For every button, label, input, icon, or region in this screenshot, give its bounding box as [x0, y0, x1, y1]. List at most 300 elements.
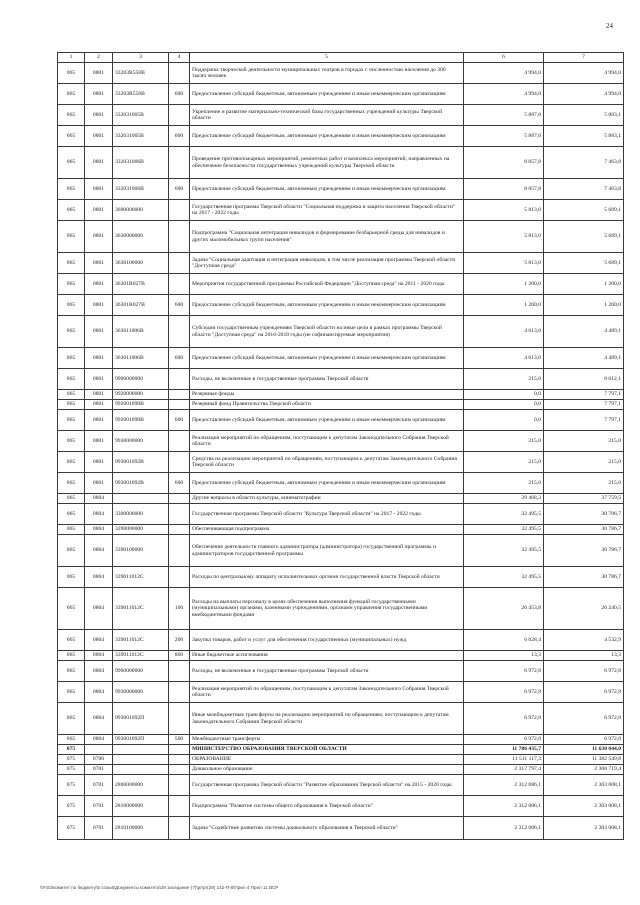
expense-type-cell: 600	[169, 348, 190, 369]
expense-type-cell	[169, 745, 190, 755]
target-article-cell: 9930000000	[113, 431, 169, 452]
section-code-cell: 0801	[85, 400, 113, 410]
section-code-cell: 0801	[85, 84, 113, 105]
admin-code-cell: 065	[58, 452, 85, 473]
amount-2018-cell: 5 883,1	[544, 126, 624, 147]
section-code-cell: 0801	[85, 221, 113, 253]
description-cell: Поддержка творческой деятельности муниципальных театров в городах с численностью населения до 300 тысяч человек	[190, 63, 464, 84]
table-row	[58, 535, 624, 567]
section-code-cell: 0801	[85, 295, 113, 316]
table-header-row	[58, 53, 624, 63]
table-row	[58, 147, 624, 179]
amount-2018-cell: 2 303 008,1	[544, 817, 624, 840]
description-cell: Другие вопросы в области культуры, кинематографии	[190, 494, 464, 504]
admin-code-cell: 065	[58, 703, 85, 735]
section-code-cell: 0804	[85, 682, 113, 703]
page-number: 24	[606, 22, 613, 30]
header-cell: 3	[113, 53, 169, 63]
description-cell: Подпрограмма "Социальная интеграция инвалидов и формирование безбарьерной среды для инвалидов и других маломобильных групп населения"	[190, 221, 464, 253]
target-article-cell: 3300000000	[113, 504, 169, 525]
target-article-cell: 33203R558B	[113, 63, 169, 84]
section-code-cell: 0801	[85, 274, 113, 295]
table-row	[58, 126, 624, 147]
expense-type-cell	[169, 316, 190, 348]
admin-code-cell: 075	[58, 755, 85, 765]
amount-2017-cell: 1 200,0	[464, 295, 544, 316]
section-code-cell: 0801	[85, 147, 113, 179]
target-article-cell: 332031005В	[113, 105, 169, 126]
section-code-cell: 0701	[85, 775, 113, 796]
admin-code-cell: 065	[58, 84, 85, 105]
expense-type-cell	[169, 775, 190, 796]
admin-code-cell: 065	[58, 63, 85, 84]
description-cell: Реализация мероприятий по обращениям, поступающим к депутатам Законодательного Собрания Тверской области	[190, 431, 464, 452]
description-cell: Задача "Социальная адаптация и интеграция инвалидов, в том числе реализация программы Тверской области "Доступная среда"	[190, 253, 464, 274]
amount-2018-cell: 37 759,5	[544, 494, 624, 504]
section-code-cell: 0804	[85, 735, 113, 745]
section-code-cell: 0801	[85, 390, 113, 400]
amount-2017-cell: 5 813,0	[464, 221, 544, 253]
section-code-cell: 0801	[85, 473, 113, 494]
section-code-cell: 0801	[85, 410, 113, 431]
amount-2018-cell: 4 994,0	[544, 63, 624, 84]
admin-code-cell: 075	[58, 817, 85, 840]
expense-type-cell	[169, 661, 190, 682]
description-cell: Иные бюджетные ассигнования	[190, 651, 464, 661]
expense-type-cell: 600	[169, 295, 190, 316]
admin-code-cell: 075	[58, 765, 85, 775]
target-article-cell: 993001092В	[113, 473, 169, 494]
amount-2017-cell: 32 495,5	[464, 525, 544, 535]
target-article-cell	[113, 755, 169, 765]
section-code-cell: 0801	[85, 369, 113, 390]
target-article-cell: 3630000000	[113, 221, 169, 253]
amount-2017-cell: 4 613,0	[464, 348, 544, 369]
table-row	[58, 84, 624, 105]
target-article-cell: 2810000000	[113, 796, 169, 817]
section-code-cell: 0801	[85, 63, 113, 84]
description-cell: Обеспечение деятельности главного администратора (администратора) государственной программы и администраторов государственной программы	[190, 535, 464, 567]
table-row	[58, 703, 624, 735]
amount-2017-cell: 11 786 435,7	[464, 745, 544, 755]
target-article-cell: 3390100000	[113, 535, 169, 567]
admin-code-cell: 065	[58, 400, 85, 410]
admin-code-cell: 065	[58, 221, 85, 253]
description-cell: Резервный фонд Правительства Тверской области	[190, 400, 464, 410]
section-code-cell: 0804	[85, 651, 113, 661]
table-row	[58, 274, 624, 295]
target-article-cell: 3390000000	[113, 525, 169, 535]
target-article-cell: 3630100000	[113, 253, 169, 274]
amount-2018-cell: 2 308 719,4	[544, 765, 624, 775]
description-cell: Иные межбюджетные трансферты на реализацию мероприятий по обращениям, поступающим к депутатам Законодательного Собрания Тверской области	[190, 703, 464, 735]
expense-type-cell	[169, 682, 190, 703]
description-cell: Расходы на выплаты персоналу в целях обеспечения выполнения функций государственными (муниципальными) органами, казенными учреждениями, органами управления государственными внебюджетными фондами	[190, 588, 464, 630]
table-row	[58, 348, 624, 369]
expense-type-cell	[169, 535, 190, 567]
amount-2017-cell: 215,0	[464, 431, 544, 452]
amount-2017-cell: 215,0	[464, 452, 544, 473]
amount-2017-cell: 6 972,8	[464, 682, 544, 703]
expense-type-cell	[169, 400, 190, 410]
target-article-cell: 9900000000	[113, 661, 169, 682]
amount-2018-cell: 6 972,8	[544, 682, 624, 703]
admin-code-cell: 065	[58, 494, 85, 504]
target-article-cell: 9900000000	[113, 369, 169, 390]
expense-type-cell	[169, 755, 190, 765]
amount-2018-cell: 13,3	[544, 651, 624, 661]
amount-2018-cell: 4 489,1	[544, 348, 624, 369]
admin-code-cell: 065	[58, 126, 85, 147]
table-row	[58, 473, 624, 494]
target-article-cell: 2810100000	[113, 817, 169, 840]
target-article-cell: 993001092П	[113, 735, 169, 745]
amount-2017-cell: 5 813,0	[464, 200, 544, 221]
expense-type-cell	[169, 703, 190, 735]
file-path-footer: \\FI03\комитет по бюджету\5 созыв\Документы комитета\28 заседание (7)\pr\pr(28) 142-П-6\Прил 4 Прил 11 ВСР	[40, 885, 279, 890]
amount-2018-cell: 5 689,1	[544, 221, 624, 253]
amount-2018-cell: 30 786,7	[544, 535, 624, 567]
table-row	[58, 179, 624, 200]
amount-2018-cell: 215,0	[544, 473, 624, 494]
target-article-cell	[113, 745, 169, 755]
section-code-cell: 0701	[85, 796, 113, 817]
amount-2017-cell: 2 312 086,1	[464, 817, 544, 840]
section-code-cell: 0701	[85, 817, 113, 840]
table-row	[58, 253, 624, 274]
admin-code-cell: 065	[58, 431, 85, 452]
description-cell: Реализация мероприятий по обращениям, поступающим к депутатам Законодательного Собрания Тверской области	[190, 682, 464, 703]
amount-2017-cell: 6 972,8	[464, 735, 544, 745]
amount-2017-cell: 215,0	[464, 369, 544, 390]
description-cell: Расходы, не включенные в государственные программы Тверской области	[190, 661, 464, 682]
target-article-cell: 332031006В	[113, 147, 169, 179]
expense-type-cell: 500	[169, 735, 190, 745]
target-article-cell: 2800000000	[113, 775, 169, 796]
admin-code-cell: 065	[58, 179, 85, 200]
description-cell: Расходы по центральному аппарату исполнительных органов государственной власти Тверской области	[190, 567, 464, 588]
table-row	[58, 63, 624, 84]
amount-2018-cell: 4 994,0	[544, 84, 624, 105]
section-code-cell: 0701	[85, 765, 113, 775]
expense-type-cell: 600	[169, 473, 190, 494]
amount-2018-cell: 5 689,1	[544, 200, 624, 221]
section-code-cell: 0804	[85, 535, 113, 567]
expense-type-cell	[169, 274, 190, 295]
table-row	[58, 200, 624, 221]
amount-2018-cell: 30 786,7	[544, 504, 624, 525]
description-cell: Подпрограмма "Развитие системы общего образования в Тверской области"	[190, 796, 464, 817]
amount-2017-cell: 4 613,0	[464, 316, 544, 348]
expense-type-cell	[169, 796, 190, 817]
table-row	[58, 105, 624, 126]
amount-2018-cell: 30 786,7	[544, 567, 624, 588]
expense-type-cell: 600	[169, 410, 190, 431]
amount-2017-cell: 5 813,0	[464, 253, 544, 274]
amount-2018-cell: 11 382 549,8	[544, 755, 624, 765]
section-code-cell: 0804	[85, 525, 113, 535]
header-cell: 4	[169, 53, 190, 63]
section-code-cell: 0801	[85, 431, 113, 452]
admin-code-cell: 065	[58, 105, 85, 126]
amount-2017-cell: 8 057,8	[464, 179, 544, 200]
section-code-cell: 0801	[85, 316, 113, 348]
table-row	[58, 817, 624, 840]
amount-2018-cell: 215,0	[544, 431, 624, 452]
amount-2018-cell: 4 489,1	[544, 316, 624, 348]
admin-code-cell: 075	[58, 775, 85, 796]
description-cell: Закупка товаров, работ и услуг для обеспечения государственных (муниципальных) нужд	[190, 630, 464, 651]
description-cell: Предоставление субсидий бюджетным, автономным учреждениям и иным некоммерческим организациям	[190, 473, 464, 494]
expense-type-cell	[169, 369, 190, 390]
amount-2017-cell: 0,0	[464, 390, 544, 400]
admin-code-cell: 065	[58, 390, 85, 400]
target-article-cell	[113, 494, 169, 504]
amount-2017-cell: 0,0	[464, 400, 544, 410]
expense-type-cell	[169, 567, 190, 588]
section-code-cell: 0804	[85, 630, 113, 651]
description-cell: Проведение противопожарных мероприятий, ремонтных работ и комплекса мероприятий, направленных на обеспечение безопасности государственных учреждений культуры Тверской области	[190, 147, 464, 179]
amount-2018-cell: 6 972,8	[544, 661, 624, 682]
admin-code-cell: 065	[58, 535, 85, 567]
expense-type-cell	[169, 765, 190, 775]
table-row	[58, 630, 624, 651]
expense-type-cell	[169, 817, 190, 840]
amount-2017-cell: 5 887,0	[464, 105, 544, 126]
section-code-cell: 0700	[85, 755, 113, 765]
admin-code-cell: 065	[58, 274, 85, 295]
expense-type-cell	[169, 200, 190, 221]
admin-code-cell: 065	[58, 253, 85, 274]
section-code-cell: 0801	[85, 179, 113, 200]
target-article-cell: 3600000000	[113, 200, 169, 221]
amount-2017-cell: 5 887,0	[464, 126, 544, 147]
admin-code-cell: 075	[58, 745, 85, 755]
description-cell: Дошкольное образование	[190, 765, 464, 775]
table-row	[58, 369, 624, 390]
amount-2018-cell: 2 303 008,1	[544, 796, 624, 817]
amount-2018-cell: 215,0	[544, 452, 624, 473]
target-article-cell: 9930000000	[113, 682, 169, 703]
table-row	[58, 682, 624, 703]
table-row	[58, 745, 624, 755]
target-article-cell: 36301R027B	[113, 274, 169, 295]
target-article-cell: 992001090В	[113, 400, 169, 410]
table-row	[58, 494, 624, 504]
target-article-cell: 339011012С	[113, 630, 169, 651]
amount-2017-cell: 32 495,5	[464, 535, 544, 567]
amount-2018-cell: 7 797,1	[544, 410, 624, 431]
table-row	[58, 765, 624, 775]
description-cell: Государственная программа Тверской области "Развитие образования Тверской области" на 2015 - 2020 годы	[190, 775, 464, 796]
expense-type-cell	[169, 147, 190, 179]
header-cell: 2	[85, 53, 113, 63]
description-cell: ОБРАЗОВАНИЕ	[190, 755, 464, 765]
table-row	[58, 735, 624, 745]
amount-2018-cell: 1 200,0	[544, 295, 624, 316]
header-cell: 7	[544, 53, 624, 63]
table-row	[58, 651, 624, 661]
amount-2018-cell: 30 786,7	[544, 525, 624, 535]
admin-code-cell: 065	[58, 295, 85, 316]
expense-type-cell	[169, 63, 190, 84]
description-cell: Государственная программа Тверской области "Культура Тверской области" на 2017 - 2022 годы	[190, 504, 464, 525]
section-code-cell	[85, 745, 113, 755]
description-cell: Субсидии государственным учреждениям Тверской области на иные цели в рамках программы Тверской области "Доступная среда" на 2016-2018 годы (не софинансируемые мероприятия)	[190, 316, 464, 348]
target-article-cell	[113, 765, 169, 775]
amount-2017-cell: 6 972,8	[464, 703, 544, 735]
expense-type-cell: 100	[169, 588, 190, 630]
target-article-cell: 363011006В	[113, 316, 169, 348]
target-article-cell: 33203R558B	[113, 84, 169, 105]
section-code-cell: 0804	[85, 661, 113, 682]
expense-type-cell	[169, 253, 190, 274]
section-code-cell: 0804	[85, 703, 113, 735]
header-cell: 1	[58, 53, 85, 63]
description-cell: Предоставление субсидий бюджетным, автономным учреждениям и иным некоммерческим организациям	[190, 410, 464, 431]
amount-2018-cell: 6 972,8	[544, 735, 624, 745]
section-code-cell: 0801	[85, 452, 113, 473]
description-cell: Государственная программа Тверской области "Социальная поддержка и защита населения Тверской области" на 2017 - 2022 годы	[190, 200, 464, 221]
description-cell: Расходы, не включенные в государственные программы Тверской области	[190, 369, 464, 390]
amount-2017-cell: 13,3	[464, 651, 544, 661]
expense-type-cell: 600	[169, 84, 190, 105]
expense-type-cell	[169, 525, 190, 535]
admin-code-cell: 065	[58, 504, 85, 525]
description-cell: Предоставление субсидий бюджетным, автономным учреждениям и иным некоммерческим организациям	[190, 126, 464, 147]
table-row	[58, 775, 624, 796]
section-code-cell: 0804	[85, 567, 113, 588]
expense-type-cell	[169, 431, 190, 452]
amount-2018-cell: 7 797,1	[544, 400, 624, 410]
section-code-cell: 0801	[85, 348, 113, 369]
target-article-cell: 993001092В	[113, 452, 169, 473]
expense-type-cell	[169, 221, 190, 253]
table-row	[58, 295, 624, 316]
target-article-cell: 332031006В	[113, 179, 169, 200]
table-row	[58, 390, 624, 400]
header-cell: 6	[464, 53, 544, 63]
table-row	[58, 661, 624, 682]
description-cell: МИНИСТЕРСТВО ОБРАЗОВАНИЯ ТВЕРСКОЙ ОБЛАСТИ	[190, 745, 464, 755]
target-article-cell: 9920000000	[113, 390, 169, 400]
admin-code-cell: 065	[58, 369, 85, 390]
expense-type-cell: 800	[169, 651, 190, 661]
description-cell: Предоставление субсидий бюджетным, автономным учреждениям и иным некоммерческим организациям	[190, 84, 464, 105]
amount-2017-cell: 11 511 117,3	[464, 755, 544, 765]
target-article-cell: 36301R027B	[113, 295, 169, 316]
amount-2018-cell: 5 689,1	[544, 253, 624, 274]
table-row	[58, 316, 624, 348]
section-code-cell: 0801	[85, 253, 113, 274]
description-cell: Средства на реализацию мероприятий по обращениям, поступающим к депутатам Законодательного Собрания Тверской области	[190, 452, 464, 473]
amount-2018-cell: 1 200,0	[544, 274, 624, 295]
description-cell: Предоставление субсидий бюджетным, автономным учреждениям и иным некоммерческим организациям	[190, 179, 464, 200]
admin-code-cell: 065	[58, 200, 85, 221]
description-cell: Предоставление субсидий бюджетным, автономным учреждениям и иным некоммерческим организациям	[190, 295, 464, 316]
amount-2017-cell: 32 495,5	[464, 504, 544, 525]
admin-code-cell: 065	[58, 410, 85, 431]
description-cell: Межбюджетные трансферты	[190, 735, 464, 745]
description-cell: Мероприятия государственной программы Российской Федерации "Доступная среда" на 2011 - 2020 годы	[190, 274, 464, 295]
expense-type-cell	[169, 452, 190, 473]
amount-2017-cell: 2 312 086,1	[464, 775, 544, 796]
target-article-cell: 993001092П	[113, 703, 169, 735]
admin-code-cell: 065	[58, 525, 85, 535]
admin-code-cell: 075	[58, 796, 85, 817]
admin-code-cell: 065	[58, 316, 85, 348]
description-cell: Обеспечивающая подпрограмма	[190, 525, 464, 535]
amount-2017-cell: 215,0	[464, 473, 544, 494]
admin-code-cell: 065	[58, 682, 85, 703]
section-code-cell: 0804	[85, 588, 113, 630]
amount-2018-cell: 2 303 008,1	[544, 775, 624, 796]
amount-2017-cell: 26 453,8	[464, 588, 544, 630]
admin-code-cell: 065	[58, 651, 85, 661]
section-code-cell: 0801	[85, 200, 113, 221]
target-article-cell: 363011006В	[113, 348, 169, 369]
table-row	[58, 567, 624, 588]
amount-2017-cell: 2 317 797,4	[464, 765, 544, 775]
expense-type-cell: 600	[169, 126, 190, 147]
table-row	[58, 221, 624, 253]
section-code-cell: 0801	[85, 105, 113, 126]
amount-2017-cell: 1 200,0	[464, 274, 544, 295]
admin-code-cell: 065	[58, 473, 85, 494]
description-cell: Предоставление субсидий бюджетным, автономным учреждениям и иным некоммерческим организациям	[190, 348, 464, 369]
admin-code-cell: 065	[58, 348, 85, 369]
amount-2018-cell: 6 972,8	[544, 703, 624, 735]
description-cell: Резервные фонды	[190, 390, 464, 400]
amount-2018-cell: 26 240,5	[544, 588, 624, 630]
amount-2017-cell: 6 972,8	[464, 661, 544, 682]
section-code-cell: 0804	[85, 494, 113, 504]
target-article-cell: 339011012С	[113, 651, 169, 661]
amount-2018-cell: 4 532,9	[544, 630, 624, 651]
budget-table	[57, 52, 624, 840]
amount-2018-cell: 7 797,1	[544, 390, 624, 400]
table-row	[58, 452, 624, 473]
expense-type-cell	[169, 494, 190, 504]
table-row	[58, 431, 624, 452]
amount-2017-cell: 39 468,3	[464, 494, 544, 504]
amount-2017-cell: 8 057,8	[464, 147, 544, 179]
table-row	[58, 755, 624, 765]
amount-2018-cell: 7 463,8	[544, 179, 624, 200]
amount-2018-cell: 11 630 044,0	[544, 745, 624, 755]
admin-code-cell: 065	[58, 147, 85, 179]
table-row	[58, 504, 624, 525]
expense-type-cell	[169, 390, 190, 400]
description-cell: Укрепление и развитие материально-технической базы государственных учреждений культуры Тверской области	[190, 105, 464, 126]
table-row	[58, 588, 624, 630]
header-cell: 5	[190, 53, 464, 63]
description-cell: Задача "Содействие развитию системы дошкольного образования в Тверской области"	[190, 817, 464, 840]
expense-type-cell	[169, 504, 190, 525]
expense-type-cell: 600	[169, 179, 190, 200]
target-article-cell: 339011012С	[113, 567, 169, 588]
amount-2017-cell: 32 495,5	[464, 567, 544, 588]
section-code-cell: 0804	[85, 504, 113, 525]
admin-code-cell: 065	[58, 630, 85, 651]
section-code-cell: 0801	[85, 126, 113, 147]
amount-2018-cell: 5 883,1	[544, 105, 624, 126]
target-article-cell: 992001090В	[113, 410, 169, 431]
amount-2017-cell: 2 312 086,1	[464, 796, 544, 817]
table-row	[58, 525, 624, 535]
admin-code-cell: 065	[58, 661, 85, 682]
table-row	[58, 410, 624, 431]
